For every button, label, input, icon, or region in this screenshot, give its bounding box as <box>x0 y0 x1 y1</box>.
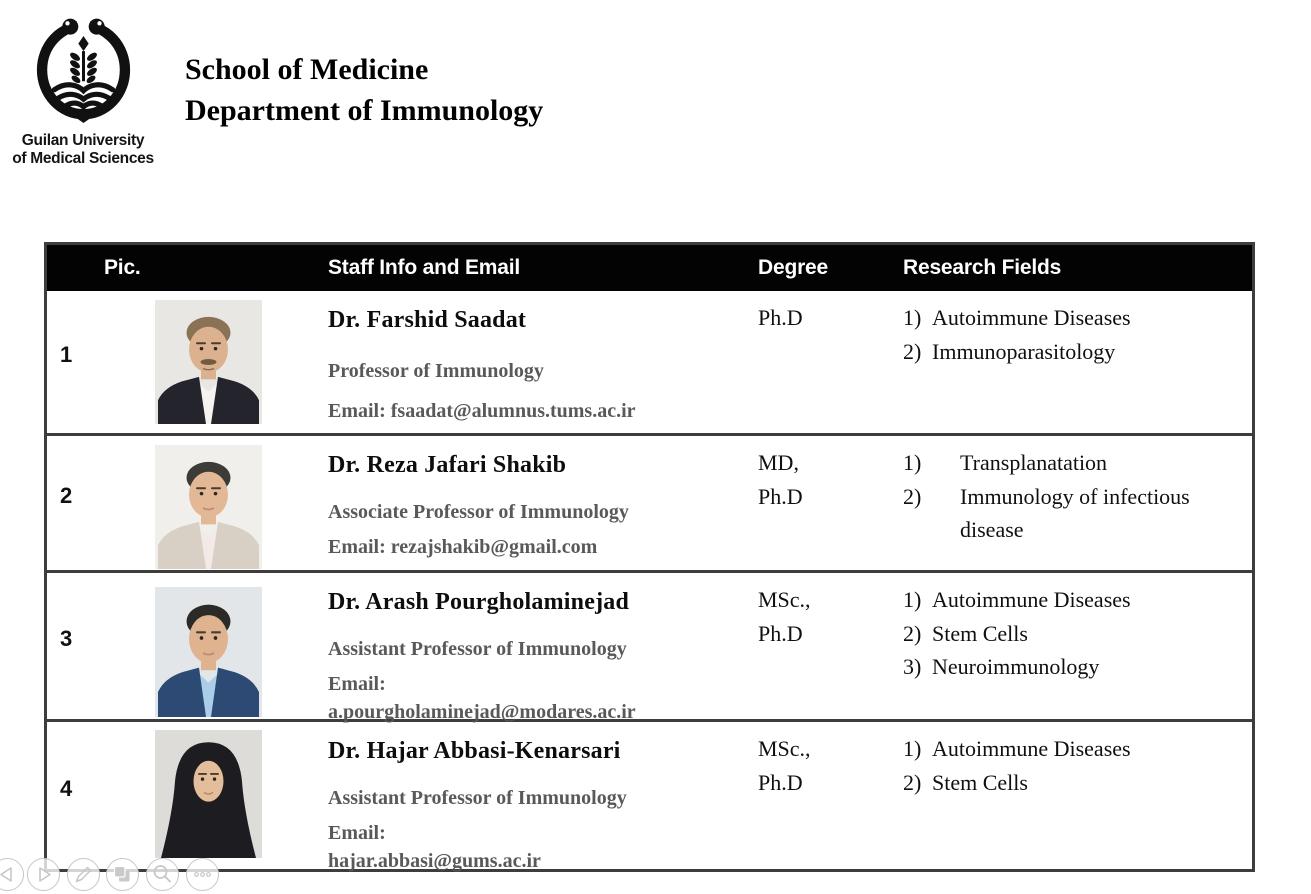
staff-name: Dr. Reza Jafari Shakib <box>328 452 567 478</box>
column-header-pic: Pic. <box>104 256 141 279</box>
research-fields-cell <box>903 573 1252 719</box>
next-slide-icon <box>27 858 60 891</box>
staff-email: Email: hajar.abbasi@gums.ac.ir <box>328 822 541 872</box>
staff-title: Assistant Professor of Immunology <box>328 787 627 809</box>
photo-cell <box>155 291 328 433</box>
staff-email: Email: a.pourgholaminejad@modares.ac.ir <box>328 673 636 723</box>
logo-caption-line2: of Medical Sciences <box>12 150 154 167</box>
research-field-item: 1) Autoimmune Diseases <box>903 587 1131 612</box>
see-all-slides-icon <box>106 858 139 891</box>
column-header-degree: Degree <box>758 256 829 279</box>
research-field-item: 1) Autoimmune Diseases <box>903 736 1131 761</box>
staff-info-cell <box>328 722 758 872</box>
slideshow-controls <box>0 858 240 894</box>
heading-line-department: Department of Immunology <box>185 94 544 127</box>
row-number-cell <box>47 291 155 433</box>
logo-caption-line1: Guilan University <box>21 132 145 149</box>
staff-title: Assistant Professor of Immunology <box>328 638 627 660</box>
staff-photo <box>155 587 262 717</box>
row-number: 3 <box>60 626 73 651</box>
staff-table-body <box>47 291 1252 872</box>
staff-title: Associate Professor of Immunology <box>328 501 629 523</box>
column-header-research-fields: Research Fields <box>903 256 1062 279</box>
degree-cell: MSc., Ph.D <box>758 587 811 646</box>
row-number-cell <box>47 722 155 869</box>
guilan-university-emblem-icon <box>0 8 166 130</box>
table-row <box>47 570 1252 723</box>
staff-email: Email: rezajshakib@gmail.com <box>328 536 598 558</box>
staff-photo <box>155 445 262 569</box>
staff-info-cell <box>328 291 758 433</box>
staff-email: Email: fsaadat@alumnus.tums.ac.ir <box>328 400 636 422</box>
staff-photo <box>155 300 262 424</box>
research-fields-cell <box>903 722 1252 869</box>
slide-heading <box>185 49 543 131</box>
table-row <box>47 433 1252 570</box>
research-field-item: 2) Immunoparasitology <box>903 338 1116 364</box>
photo-cell <box>155 436 328 570</box>
photo-cell <box>155 573 328 719</box>
photo-cell <box>155 722 328 869</box>
degree-cell: MSc., Ph.D <box>758 736 811 795</box>
pen-icon <box>67 858 100 891</box>
row-number-cell <box>47 573 155 719</box>
research-field-item: 2) Stem Cells <box>903 769 1028 795</box>
staff-table <box>44 242 1255 872</box>
previous-slide-icon <box>0 858 24 891</box>
row-number: 1 <box>60 342 73 367</box>
research-field-item: 1) Autoimmune Diseases <box>903 305 1131 330</box>
table-row <box>47 719 1252 872</box>
zoom-button[interactable] <box>146 858 179 891</box>
research-field-item: 2) Immunology of infectious disease <box>903 483 1190 542</box>
degree-cell: Ph.D <box>758 305 803 330</box>
staff-info-cell <box>328 573 758 723</box>
more-options-icon <box>186 858 219 891</box>
column-header-staff-info: Staff Info and Email <box>328 256 521 279</box>
degree-cell: MD, Ph.D <box>758 450 803 509</box>
row-number-cell <box>47 436 155 570</box>
research-field-item: 3) Neuroimmunology <box>903 654 1100 679</box>
table-header-row <box>47 245 1252 291</box>
research-fields-cell <box>903 436 1252 570</box>
staff-photo <box>155 730 262 858</box>
staff-title: Professor of Immunology <box>328 360 544 382</box>
next-slide-button[interactable] <box>27 858 60 891</box>
staff-name: Dr. Arash Pourgholaminejad <box>328 589 630 615</box>
staff-info-cell <box>328 436 758 570</box>
staff-name: Dr. Farshid Saadat <box>328 307 527 333</box>
research-field-item: 1) Transplanatation <box>903 450 1108 475</box>
table-row <box>47 291 1252 433</box>
staff-name: Dr. Hajar Abbasi-Kenarsari <box>328 738 621 764</box>
previous-slide-button[interactable] <box>0 858 24 891</box>
see-all-slides-button[interactable] <box>106 858 139 891</box>
pen-button[interactable] <box>67 858 100 891</box>
row-number: 2 <box>60 483 73 508</box>
university-logo <box>0 8 166 168</box>
row-number: 4 <box>60 775 73 801</box>
heading-line-school: School of Medicine <box>185 53 429 86</box>
research-field-item: 2) Stem Cells <box>903 620 1028 646</box>
research-fields-cell <box>903 291 1252 433</box>
zoom-icon <box>146 858 179 891</box>
more-options-button[interactable] <box>186 858 219 891</box>
